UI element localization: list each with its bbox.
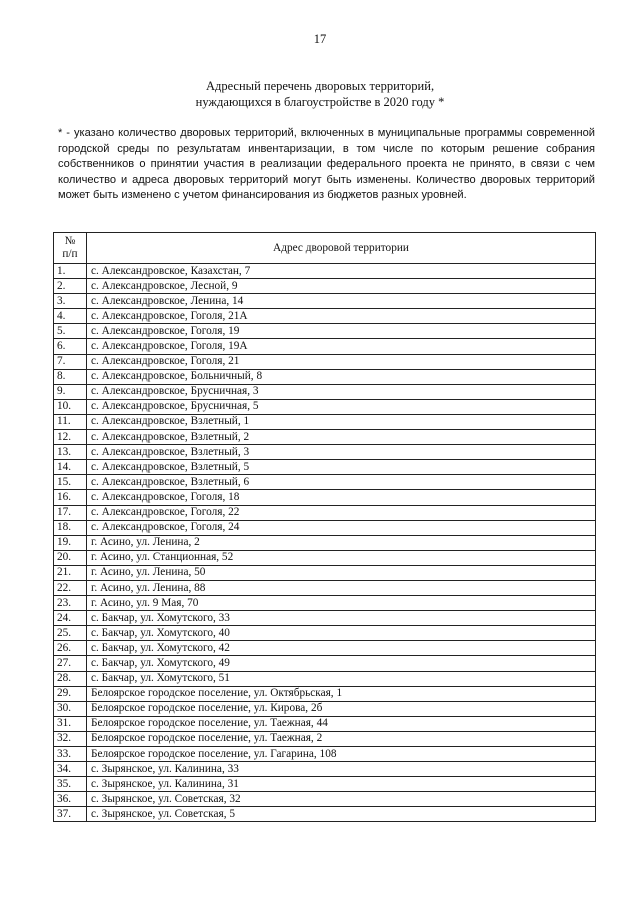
table-row	[54, 369, 596, 384]
row-address: с. Александровское, Гоголя, 24	[87, 520, 596, 535]
row-number: 20.	[54, 550, 87, 565]
document-title	[60, 78, 580, 110]
row-address: с. Бакчар, ул. Хомутского, 33	[87, 611, 596, 626]
row-address: Белоярское городское поселение, ул. Октябрьская, 1	[87, 686, 596, 701]
column-header-number-line-2: п/п	[62, 248, 78, 260]
table-row	[54, 535, 596, 550]
row-number: 30.	[54, 701, 87, 716]
row-number: 29.	[54, 686, 87, 701]
row-address: г. Асино, ул. Ленина, 88	[87, 580, 596, 595]
table-row	[54, 641, 596, 656]
row-number: 32.	[54, 731, 87, 746]
row-number: 3.	[54, 294, 87, 309]
row-number: 35.	[54, 777, 87, 792]
row-address: Белоярское городское поселение, ул. Таежная, 44	[87, 716, 596, 731]
table-row	[54, 490, 596, 505]
row-number: 23.	[54, 596, 87, 611]
row-address: с. Александровское, Лесной, 9	[87, 279, 596, 294]
row-number: 12.	[54, 430, 87, 445]
row-number: 24.	[54, 611, 87, 626]
table-row	[54, 264, 596, 279]
row-address: с. Зырянское, ул. Калинина, 31	[87, 777, 596, 792]
row-address: с. Александровское, Гоголя, 19	[87, 324, 596, 339]
title-line-2: нуждающихся в благоустройстве в 2020 году *	[195, 95, 445, 109]
table-body	[54, 264, 596, 822]
table-row	[54, 686, 596, 701]
row-address: с. Бакчар, ул. Хомутского, 40	[87, 626, 596, 641]
table-row	[54, 384, 596, 399]
table-row	[54, 399, 596, 414]
row-number: 33.	[54, 747, 87, 762]
table-row	[54, 762, 596, 777]
row-number: 8.	[54, 369, 87, 384]
table-row	[54, 716, 596, 731]
row-address: с. Зырянское, ул. Советская, 5	[87, 807, 596, 822]
row-number: 17.	[54, 505, 87, 520]
table-row	[54, 701, 596, 716]
row-address: с. Александровское, Ленина, 14	[87, 294, 596, 309]
row-number: 26.	[54, 641, 87, 656]
table-row	[54, 626, 596, 641]
column-header-number	[54, 233, 87, 264]
table-row	[54, 611, 596, 626]
table-row	[54, 565, 596, 580]
table-row	[54, 731, 596, 746]
table-row	[54, 550, 596, 565]
row-number: 27.	[54, 656, 87, 671]
row-address: с. Александровское, Гоголя, 21	[87, 354, 596, 369]
page-number: 17	[313, 32, 327, 46]
row-address: с. Александровское, Больничный, 8	[87, 369, 596, 384]
row-address: с. Александровское, Взлетный, 6	[87, 475, 596, 490]
table-row	[54, 354, 596, 369]
table-row	[54, 445, 596, 460]
row-number: 4.	[54, 309, 87, 324]
row-number: 11.	[54, 414, 87, 429]
row-number: 15.	[54, 475, 87, 490]
footnote-paragraph: * - указано количество дворовых территорий, включенных в муниципальные программы современной городской среды по результатам инвентаризации, в том числе по которым решение собрания собственников о принятии участия в реализации федерального проекта не принято, в связи с чем количество и адреса дворовых территорий могут быть изменены. Количество дворовых территорий может быть изменено с учетом финансирования из бюджетов разных уровней.	[58, 127, 595, 202]
row-address: с. Александровское, Взлетный, 5	[87, 460, 596, 475]
table-row	[54, 777, 596, 792]
table-row	[54, 294, 596, 309]
row-address: с. Александровское, Взлетный, 3	[87, 445, 596, 460]
table-header-row	[54, 233, 596, 264]
row-address: с. Александровское, Брусничная, 3	[87, 384, 596, 399]
row-number: 14.	[54, 460, 87, 475]
table-row	[54, 747, 596, 762]
column-header-address: Адрес дворовой территории	[87, 233, 596, 264]
row-address: г. Асино, ул. Ленина, 2	[87, 535, 596, 550]
table-row	[54, 520, 596, 535]
row-address: с. Александровское, Казахстан, 7	[87, 264, 596, 279]
table-row	[54, 596, 596, 611]
row-number: 28.	[54, 671, 87, 686]
row-number: 7.	[54, 354, 87, 369]
table-row	[54, 671, 596, 686]
row-address: г. Асино, ул. 9 Мая, 70	[87, 596, 596, 611]
table-row	[54, 475, 596, 490]
table-row	[54, 656, 596, 671]
table-row	[54, 279, 596, 294]
row-number: 9.	[54, 384, 87, 399]
row-address: с. Александровское, Гоголя, 22	[87, 505, 596, 520]
row-number: 18.	[54, 520, 87, 535]
row-number: 13.	[54, 445, 87, 460]
table-row	[54, 339, 596, 354]
row-address: с. Александровское, Гоголя, 18	[87, 490, 596, 505]
row-address: Белоярское городское поселение, ул. Кирова, 2б	[87, 701, 596, 716]
row-number: 34.	[54, 762, 87, 777]
row-address: с. Александровское, Гоголя, 21А	[87, 309, 596, 324]
row-number: 2.	[54, 279, 87, 294]
row-number: 5.	[54, 324, 87, 339]
row-number: 10.	[54, 399, 87, 414]
title-line-1: Адресный перечень дворовых территорий,	[205, 79, 435, 93]
row-address: с. Александровское, Взлетный, 2	[87, 430, 596, 445]
row-number: 25.	[54, 626, 87, 641]
row-number: 31.	[54, 716, 87, 731]
row-number: 21.	[54, 565, 87, 580]
table-row	[54, 580, 596, 595]
row-address: с. Александровское, Брусничная, 5	[87, 399, 596, 414]
row-address: с. Бакчар, ул. Хомутского, 42	[87, 641, 596, 656]
table-row	[54, 324, 596, 339]
row-address: Белоярское городское поселение, ул. Гагарина, 108	[87, 747, 596, 762]
row-address: с. Зырянское, ул. Советская, 32	[87, 792, 596, 807]
row-address: с. Александровское, Гоголя, 19А	[87, 339, 596, 354]
table-row	[54, 505, 596, 520]
address-table	[53, 232, 596, 822]
row-address: с. Александровское, Взлетный, 1	[87, 414, 596, 429]
row-number: 36.	[54, 792, 87, 807]
row-address: с. Зырянское, ул. Калинина, 33	[87, 762, 596, 777]
row-address: г. Асино, ул. Станционная, 52	[87, 550, 596, 565]
column-header-number-line-1: №	[64, 235, 76, 247]
row-number: 37.	[54, 807, 87, 822]
row-address: с. Бакчар, ул. Хомутского, 51	[87, 671, 596, 686]
row-number: 6.	[54, 339, 87, 354]
table-row	[54, 792, 596, 807]
table-row	[54, 414, 596, 429]
table-row	[54, 430, 596, 445]
row-number: 16.	[54, 490, 87, 505]
row-number: 19.	[54, 535, 87, 550]
row-address: с. Бакчар, ул. Хомутского, 49	[87, 656, 596, 671]
row-number: 22.	[54, 580, 87, 595]
table-row	[54, 309, 596, 324]
row-number: 1.	[54, 264, 87, 279]
row-address: Белоярское городское поселение, ул. Таежная, 2	[87, 731, 596, 746]
row-address: г. Асино, ул. Ленина, 50	[87, 565, 596, 580]
table-row	[54, 807, 596, 822]
table-row	[54, 460, 596, 475]
